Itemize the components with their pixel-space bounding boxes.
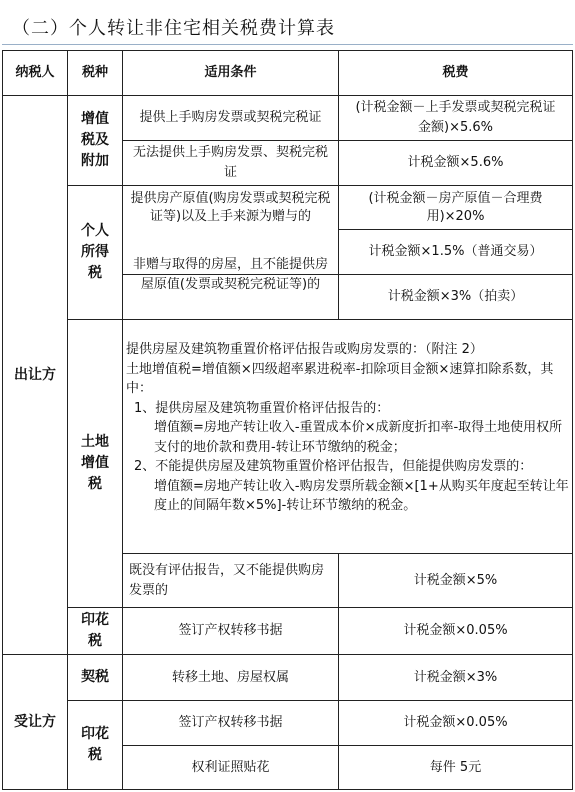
- fee-cell: 计税金额×3%（拍卖）: [387, 289, 524, 304]
- header-taxpayer: 纳税人: [15, 65, 55, 80]
- header-tax-type: 税种: [81, 65, 108, 80]
- condition-cell: 无法提供上手购房发票、契税完税证: [132, 145, 328, 180]
- seller-stamp-label: 印花 税: [81, 612, 109, 649]
- condition-cell: 权利证照贴花: [191, 759, 270, 775]
- buyer-stamp-label: 印花 税: [81, 726, 109, 763]
- formula-line: 增值额=房地产转让收入-购房发票所载金额×[1+从购买年度起至转让年度止的间隔年数×5%]-转让环节缴纳的税金。: [154, 478, 569, 513]
- condition-cell: 转移土地、房屋权属: [171, 669, 289, 685]
- table-border-right: [572, 50, 573, 790]
- fee-cell: 计税金额×0.05%: [403, 715, 508, 730]
- fee-cell: (计税金额－房产原值－合理费用)×20%: [368, 190, 543, 224]
- formula-line: 土地增值税=增值额×四级超率累进税率-扣除项目金额×速算扣除系数，其中：: [126, 361, 554, 396]
- condition-cell: 既没有评估报告，又不能提供购房发票的: [129, 562, 325, 598]
- formula-line: 提供房屋及建筑物重置价格评估报告或购房发票的：（附注 2）: [126, 342, 483, 357]
- fee-cell: (计税金额－上手发票或契税完税证金额)×5.6%: [355, 100, 556, 135]
- header-condition: 适用条件: [204, 65, 257, 80]
- condition-cell: 非赠与取得的房屋，且不能提供房屋原值(发票或契税完税证等)的: [132, 256, 328, 292]
- condition-cell: 提供上手购房发票或契税完税证: [139, 110, 322, 125]
- condition-cell: 签订产权转移书据: [178, 715, 283, 730]
- formula-line: 增值额=房地产转让收入-重置成本价×成新度折扣率-取得土地使用权所支付的地价款和费用-转让环节缴纳的税金；: [154, 420, 563, 455]
- land-tax-formula: [126, 340, 572, 516]
- land-tax-label: 土地 增值 税: [81, 434, 109, 492]
- deed-tax-label: 契税: [81, 669, 109, 685]
- formula-line: 1、提供房屋及建筑物重置价格评估报告的：: [134, 400, 390, 416]
- fee-cell: 计税金额×0.05%: [403, 623, 508, 638]
- header-fee: 税费: [442, 65, 469, 80]
- income-tax-label: 个人 所得 税: [81, 223, 109, 281]
- fee-cell: 计税金额×1.5%（普通交易）: [368, 244, 543, 259]
- title-divider: [2, 44, 573, 45]
- table-border-bottom: [2, 789, 573, 790]
- fee-cell: 每件 5元: [429, 759, 482, 775]
- fee-cell: 计税金额×5.6%: [407, 155, 504, 170]
- page-title: （二）个人转让非住宅相关税费计算表: [12, 18, 335, 39]
- fee-cell: 计税金额×3%: [413, 669, 498, 685]
- seller-label: 出让方: [14, 367, 56, 383]
- buyer-label: 受让方: [14, 714, 56, 730]
- row-divider: [67, 319, 573, 320]
- condition-cell: 提供房产原值(购房发票或契税完税证等)以及上手来源为赠与的: [130, 190, 331, 224]
- vat-label: 增值 税及 附加: [81, 111, 109, 169]
- fee-cell: 计税金额×5%: [413, 572, 498, 588]
- condition-cell: 签订产权转移书据: [178, 623, 283, 638]
- formula-line: 2、不能提供房屋及建筑物重置价格评估报告，但能提供购房发票的：: [134, 459, 533, 474]
